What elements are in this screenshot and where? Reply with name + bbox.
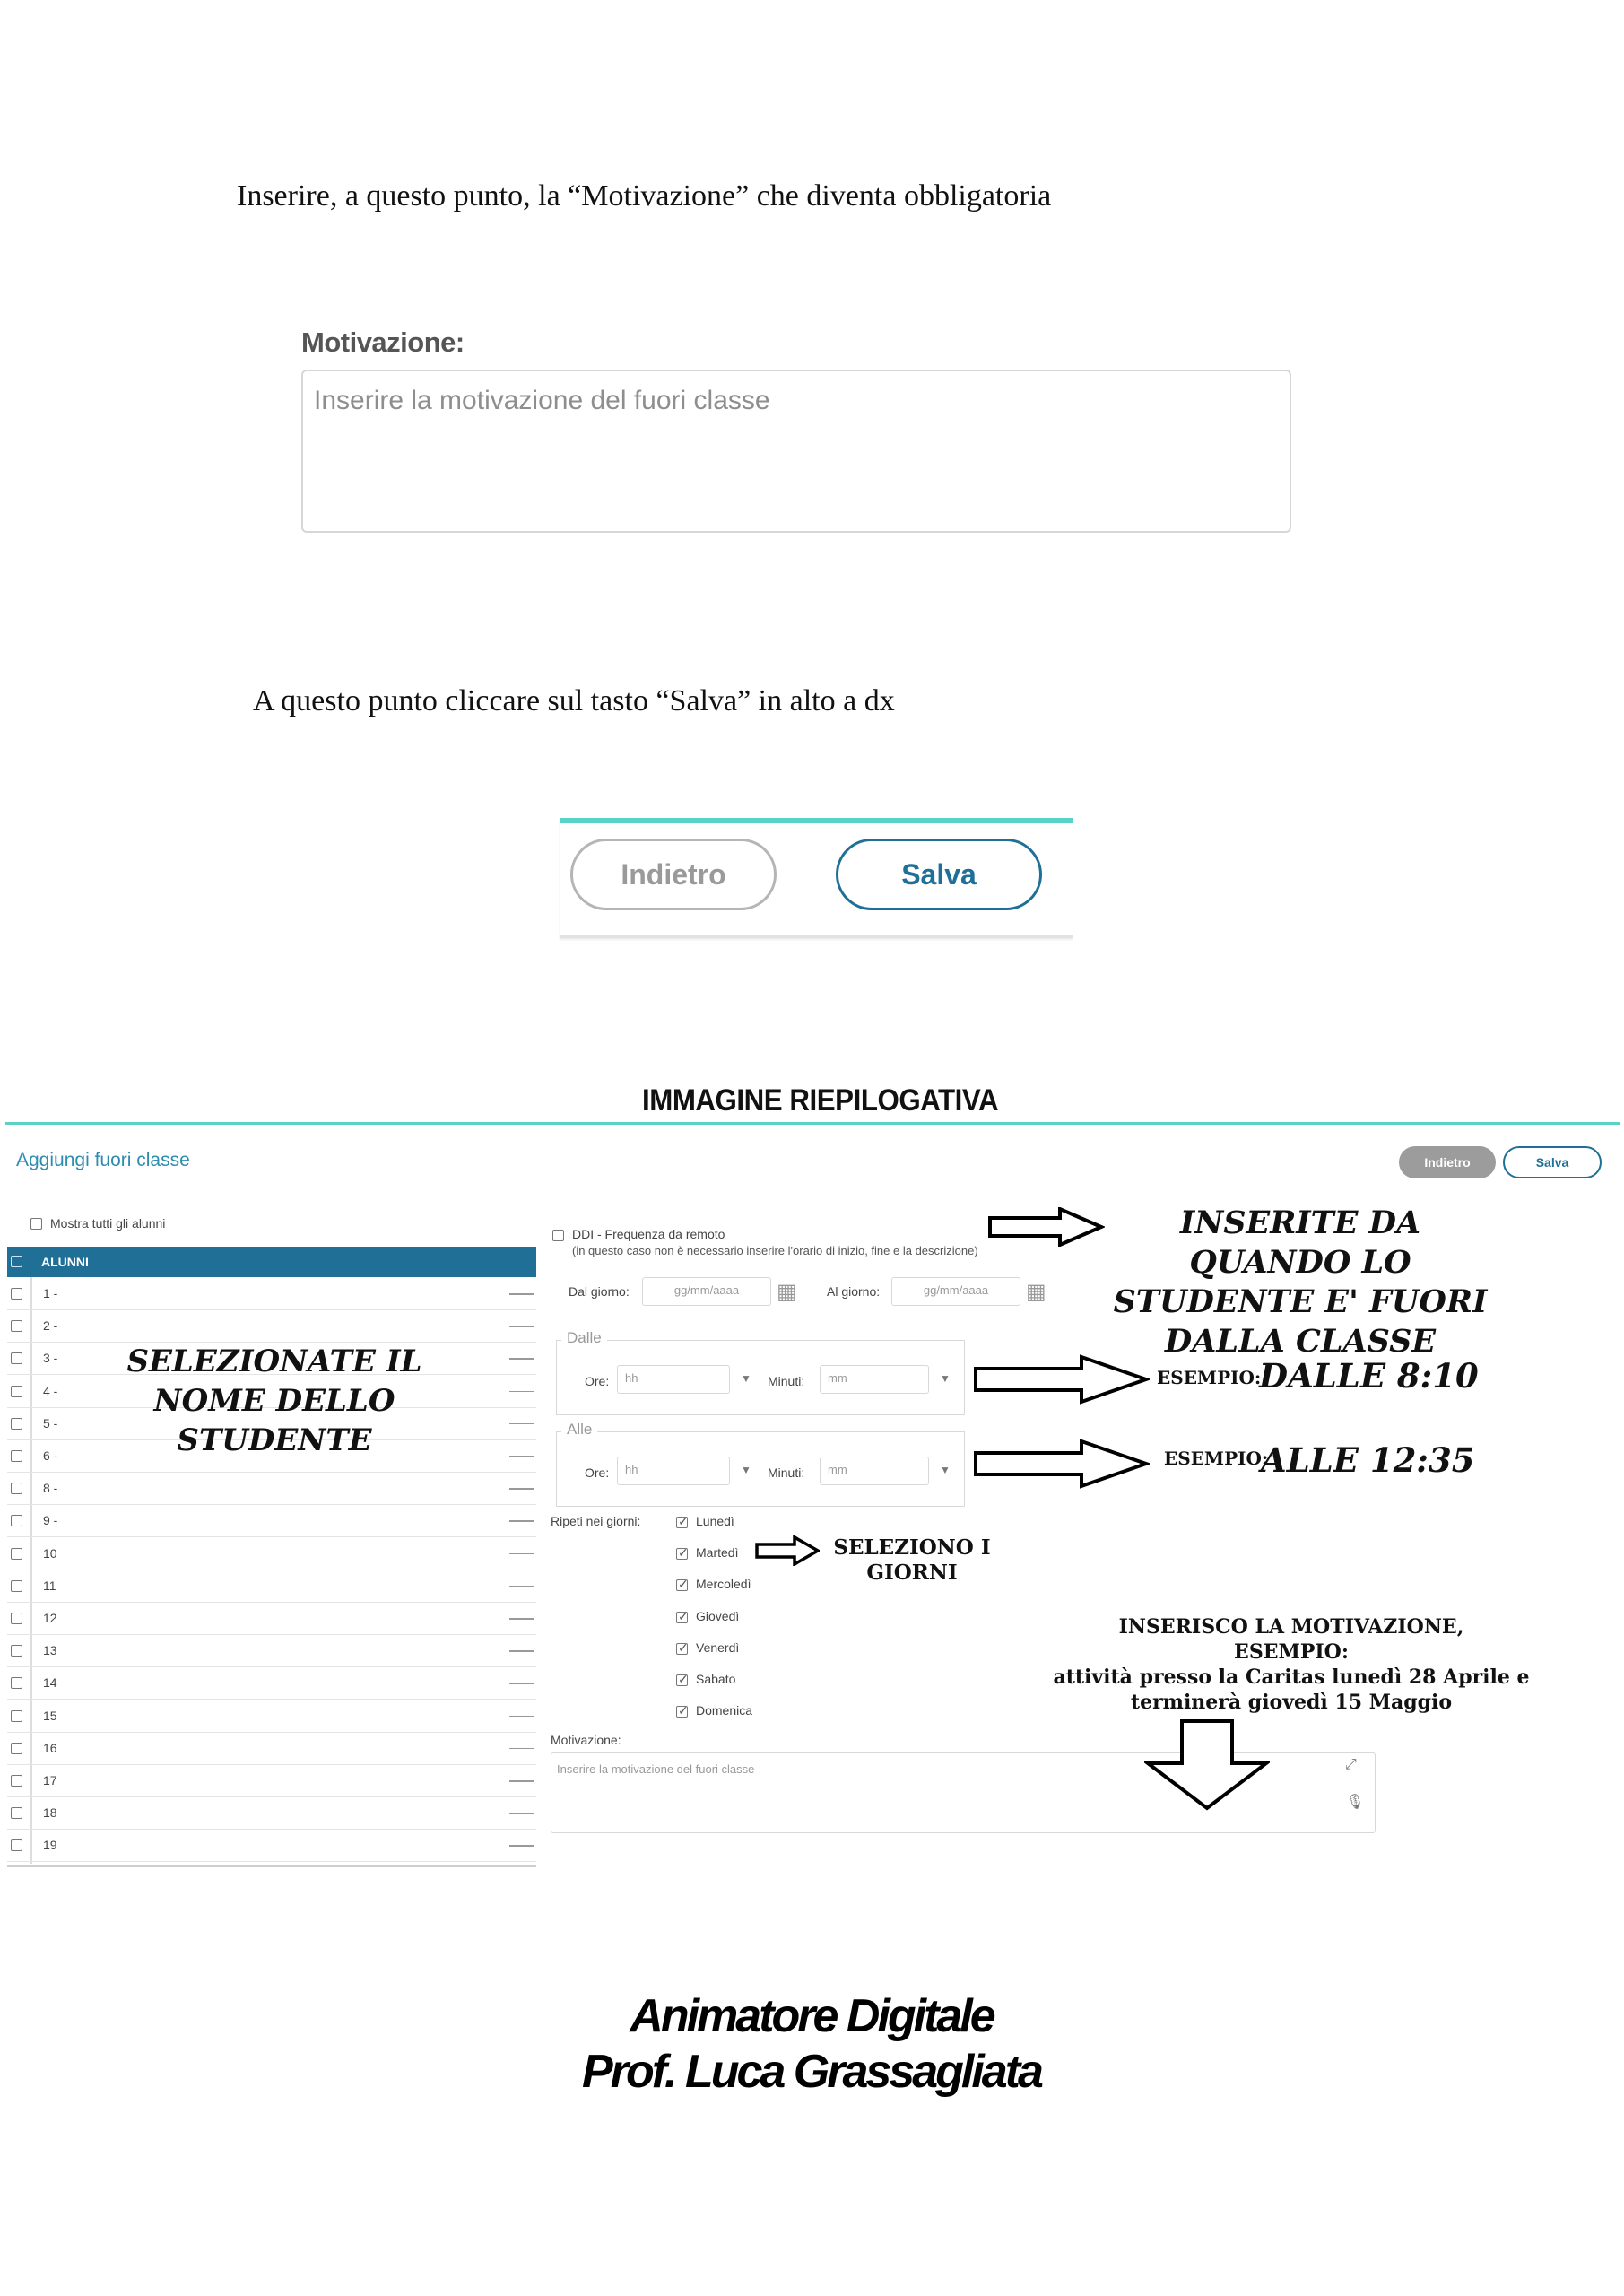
student-label: 19 — [43, 1838, 57, 1853]
student-row-dash — [509, 1683, 534, 1684]
student-checkbox[interactable] — [11, 1677, 22, 1689]
student-label: 12 — [43, 1611, 57, 1625]
day-checkbox[interactable] — [676, 1579, 688, 1591]
instruction-step2: A questo punto cliccare sul tasto “Salva” in alto a dx — [253, 684, 895, 718]
student-label: 4 - — [43, 1383, 58, 1398]
annotation-motivation — [1049, 1614, 1533, 1715]
student-row-dash — [509, 1423, 534, 1425]
annotation-motivation-text: attività presso la Caritas lunedì 28 Aprile e terminerà giovedì 15 Maggio — [1053, 1665, 1530, 1714]
day-checkbox[interactable] — [676, 1643, 688, 1655]
dalle-ore-label: Ore: — [585, 1374, 610, 1388]
dalle-minuti-label: Minuti: — [768, 1374, 805, 1388]
dalle-legend: Dalle — [561, 1329, 607, 1347]
student-label: 1 - — [43, 1286, 58, 1300]
instruction-step1: Inserire, a questo punto, la “Motivazione” che diventa obbligatoria — [237, 179, 1052, 213]
student-row[interactable] — [7, 1472, 536, 1505]
alle-ore-input[interactable]: hh — [617, 1457, 730, 1485]
student-row[interactable] — [7, 1602, 536, 1635]
alle-minuti-label: Minuti: — [768, 1465, 805, 1480]
alle-minuti-dropdown-icon[interactable]: ▼ — [940, 1464, 951, 1476]
student-checkbox[interactable] — [11, 1320, 22, 1332]
student-checkbox[interactable] — [11, 1418, 22, 1430]
annotation-example-label-2: ESEMPIO: — [1164, 1448, 1269, 1469]
annotation-dalle-example: DALLE 8:10 — [1259, 1356, 1479, 1396]
annotation-when: INSERITE DA QUANDO LO STUDENTE E' FUORI DALLA CLASSE — [1113, 1205, 1488, 1360]
student-row-dash — [509, 1618, 534, 1620]
students-header — [7, 1247, 536, 1277]
student-row-dash — [509, 1358, 534, 1360]
student-checkbox[interactable] — [11, 1450, 22, 1462]
dalle-minuti-input[interactable]: mm — [820, 1365, 929, 1394]
students-bottom-rule — [7, 1866, 536, 1867]
dalle-minuti-dropdown-icon[interactable]: ▼ — [940, 1372, 951, 1385]
arrow-right-icon — [988, 1207, 1105, 1247]
student-row[interactable] — [7, 1634, 536, 1667]
alle-legend: Alle — [561, 1421, 597, 1439]
select-all-students-checkbox[interactable] — [11, 1256, 22, 1267]
student-label: 13 — [43, 1643, 57, 1658]
arrow-down-icon — [1144, 1718, 1270, 1812]
show-all-label: Mostra tutti gli alunni — [50, 1216, 166, 1231]
student-checkbox[interactable] — [11, 1743, 22, 1754]
day-label: Giovedì — [696, 1608, 740, 1623]
annotation-select-student: SELEZIONATE IL NOME DELLO STUDENTE — [126, 1344, 422, 1458]
app-motivazione-placeholder: Inserire la motivazione del fuori classe — [557, 1762, 755, 1776]
student-row[interactable] — [7, 1277, 536, 1310]
annotation-alle-example: ALLE 12:35 — [1261, 1440, 1475, 1480]
student-checkbox[interactable] — [11, 1613, 22, 1624]
from-day-label: Dal giorno: — [569, 1284, 630, 1299]
save-button-large[interactable]: Salva — [836, 839, 1042, 910]
motivazione-crop-placeholder: Inserire la motivazione del fuori classe — [314, 386, 770, 415]
student-row-dash — [509, 1780, 534, 1782]
expand-icon[interactable]: ⤢ — [1345, 1757, 1357, 1772]
student-label: 14 — [43, 1675, 57, 1691]
student-row-dash — [509, 1488, 534, 1490]
student-checkbox[interactable] — [11, 1775, 22, 1787]
day-checkbox[interactable] — [676, 1706, 688, 1718]
student-checkbox[interactable] — [11, 1352, 22, 1364]
day-label: Venerdì — [696, 1639, 740, 1655]
student-label: 15 — [43, 1708, 57, 1723]
student-row[interactable] — [7, 1666, 536, 1700]
student-checkbox[interactable] — [11, 1548, 22, 1560]
day-label: Martedì — [696, 1545, 739, 1561]
ddi-label: DDI - Frequenza da remoto — [572, 1227, 725, 1241]
student-row[interactable] — [7, 1700, 536, 1733]
to-day-input[interactable]: gg/mm/aaaa — [891, 1277, 1020, 1306]
student-row-dash — [509, 1553, 534, 1555]
ddi-note: (in questo caso non è necessario inserire l'orario di inizio, fine e la descrizione) — [572, 1244, 978, 1257]
arrow-right-icon — [974, 1354, 1150, 1405]
student-label: 5 - — [43, 1415, 58, 1431]
day-label: Sabato — [696, 1672, 736, 1686]
student-label: 10 — [43, 1545, 57, 1561]
app-back-button[interactable]: Indietro — [1399, 1146, 1496, 1178]
back-button-large[interactable]: Indietro — [570, 839, 777, 910]
alle-ore-label: Ore: — [585, 1465, 610, 1480]
microphone-icon[interactable]: 🎙 — [1346, 1795, 1365, 1810]
student-row-dash — [509, 1293, 534, 1295]
from-day-input[interactable]: gg/mm/aaaa — [642, 1277, 771, 1306]
app-title: Aggiungi fuori classe — [16, 1150, 190, 1170]
repeat-days-label: Ripeti nei giorni: — [551, 1514, 641, 1528]
student-label: 9 - — [43, 1513, 58, 1528]
student-row[interactable] — [7, 1732, 536, 1765]
app-motivazione-label: Motivazione: — [551, 1733, 621, 1747]
student-label: 11 — [43, 1578, 56, 1593]
student-checkbox[interactable] — [11, 1839, 22, 1851]
dalle-ore-input[interactable]: hh — [617, 1365, 730, 1394]
summary-top-rule — [5, 1122, 1620, 1125]
students-header-label: ALUNNI — [41, 1255, 89, 1269]
day-checkbox[interactable] — [676, 1674, 688, 1686]
alle-ore-dropdown-icon[interactable]: ▼ — [741, 1464, 751, 1476]
student-label: 17 — [43, 1773, 57, 1787]
student-row-dash — [509, 1391, 534, 1393]
student-checkbox[interactable] — [11, 1515, 22, 1526]
student-label: 3 - — [43, 1351, 58, 1366]
footer-line2: Prof. Luca Grassagliata — [582, 2046, 1041, 2098]
student-row-dash — [509, 1748, 534, 1750]
day-label: Domenica — [696, 1703, 753, 1718]
motivazione-crop-textarea[interactable] — [301, 370, 1291, 533]
student-row-dash — [509, 1650, 534, 1652]
student-checkbox[interactable] — [11, 1807, 22, 1819]
arrow-right-icon — [974, 1439, 1150, 1489]
day-label: Lunedì — [696, 1514, 734, 1528]
student-checkbox[interactable] — [11, 1386, 22, 1397]
student-row[interactable] — [7, 1796, 536, 1830]
ddi-checkbox[interactable] — [552, 1230, 564, 1241]
student-row[interactable] — [7, 1504, 536, 1537]
student-row[interactable] — [7, 1570, 536, 1603]
annotation-motivation-title: INSERISCO LA MOTIVAZIONE, — [1118, 1615, 1464, 1639]
dalle-ore-dropdown-icon[interactable]: ▼ — [741, 1372, 751, 1385]
buttons-crop — [560, 818, 1073, 938]
annotation-motivation-example: ESEMPIO: — [1234, 1640, 1349, 1664]
student-checkbox[interactable] — [11, 1645, 22, 1657]
motivazione-crop-label: Motivazione: — [301, 326, 465, 358]
student-row-dash — [509, 1520, 534, 1522]
student-checkbox[interactable] — [11, 1580, 22, 1592]
day-label: Mercoledì — [696, 1577, 751, 1592]
student-label: 8 - — [43, 1481, 58, 1496]
arrow-right-icon — [755, 1535, 820, 1566]
day-checkbox[interactable] — [676, 1612, 688, 1623]
day-checkbox[interactable] — [676, 1517, 688, 1528]
annotation-days: SELEZIONO I GIORNI — [833, 1535, 991, 1585]
student-row-dash — [509, 1813, 534, 1814]
to-day-label: Al giorno: — [827, 1284, 881, 1299]
student-checkbox[interactable] — [11, 1483, 22, 1494]
day-checkbox[interactable] — [676, 1548, 688, 1560]
alle-minuti-input[interactable]: mm — [820, 1457, 929, 1485]
from-day-calendar-icon[interactable]: ▦ — [777, 1280, 797, 1304]
show-all-checkbox[interactable] — [30, 1218, 42, 1230]
student-row-dash — [509, 1586, 534, 1587]
student-label: 6 - — [43, 1448, 58, 1463]
student-checkbox[interactable] — [11, 1288, 22, 1300]
student-row-dash — [509, 1326, 534, 1327]
to-day-calendar-icon[interactable]: ▦ — [1026, 1280, 1046, 1304]
student-row[interactable] — [7, 1537, 536, 1570]
student-row-dash — [509, 1456, 534, 1457]
annotation-example-label: ESEMPIO: — [1157, 1367, 1262, 1388]
app-save-button[interactable]: Salva — [1503, 1146, 1602, 1178]
student-row[interactable] — [7, 1764, 536, 1797]
student-row-dash — [509, 1845, 534, 1847]
student-checkbox[interactable] — [11, 1710, 22, 1722]
footer-line1: Animatore Digitale — [630, 1990, 994, 2042]
student-row[interactable] — [7, 1829, 536, 1862]
summary-title: IMMAGINE RIEPILOGATIVA — [642, 1083, 999, 1118]
student-label: 18 — [43, 1805, 57, 1821]
student-label: 2 - — [43, 1318, 58, 1334]
student-row-dash — [509, 1716, 534, 1718]
student-row[interactable] — [7, 1309, 536, 1343]
student-label: 16 — [43, 1740, 57, 1755]
